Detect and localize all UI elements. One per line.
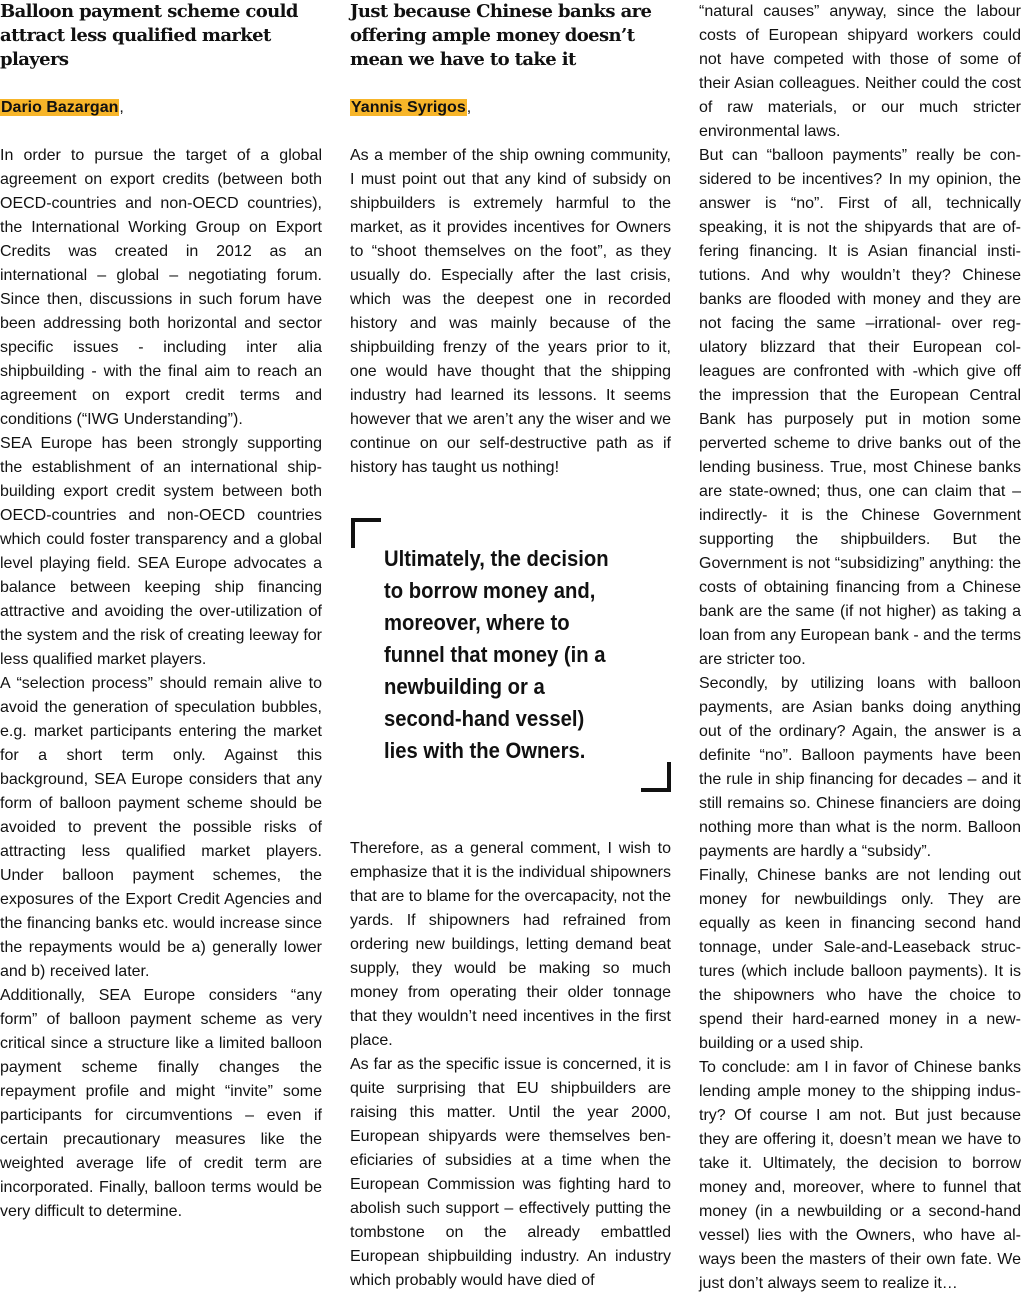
body-paragraph: “natural causes” anyway, since the labour costs of European shipyard workers could not have competed with those of some of their Asian colleagues. Neither could the cost of raw materials, or our much stricter environmental laws. [699,3,1021,140]
body-paragraph: To conclude: am I in favor of Chinese banks lending ample money to the shipping industry? Of course I am not. But just because they are offering it, doesn’t mean we have to take it. Ultimately, the decision to borrow money and, moreover, where to funnel that money (in a newbuilding or a second-hand vessel) lies with the Owners, who have always been the masters of their own fate. We just don’t always seem to realize it… [699,1059,1021,1292]
body-paragraph: Secondly, by utilizing loans with balloon payments, are Asian banks doing anything out of the ordinary? Again, the answer is a definite “no”. Balloon payments have been the rule in ship financing for decades – and it still remains so. Chinese financiers are doing nothing more than what is the norm. Balloon payments are hardly a “subsidy”. [699,675,1021,860]
article-syrigos-continued [699,0,1021,1296]
pull-quote [351,518,671,792]
body-paragraph: A “selection process” should remain alive to avoid the generation of speculation bubbles, e.g. market participants entering the market for a short term only. Against this background, SEA Europe considers that any form of balloon payment scheme should be avoided to prevent the possible risks of attracting less qualified market players. Under balloon payment schemes, the exposures of the Export Credit Agencies and the financing banks etc. would increase since the repayments would be a) generally lower and b) received later. [0,675,322,980]
body-paragraph: Additionally, SEA Europe considers “any form” of balloon payment scheme as very critical since a structure like a limited balloon payment scheme finally changes the repayment profile and might “invite” some participants for circumventions – even if certain precautionary measures like the weighted average life of credit term are incorporated. Finally, balloon terms would be very difficult to determine. [0,987,322,1220]
body-paragraph: SEA Europe has been strongly supporting the establishment of an international shipbuilding export credit system between both OECD-countries and non-OECD countries which could foster transparency and a global level playing field. SEA Europe advocates a balance between keeping ship financing attractive and avoiding the over-utilization of the system and the risk of creating leeway for less qualified market players. [0,435,322,668]
article-bazargan [0,0,322,1224]
pull-quote-text: Ultimately, the decision to borrow money and, moreover, where to funnel that money (in a newbuilding or a second-hand vessel) lies with the Owners. [384,546,609,763]
author-suffix: , [466,99,472,116]
article-headline: Just because Chinese banks are offering ample money doesn’t mean we have to take it [350,1,652,70]
author-suffix: , [119,99,124,116]
quote-bracket-close [641,762,671,792]
body-paragraph: But can “balloon payments” really be considered to be incentives? In my opinion, the answer is “no”. First of all, technically speaking, it is not the shipyards that are offering financing. It is Asian financial institutions. And why wouldn’t they? Chinese banks are flooded with money and they are not facing the same –irrational- over regulatory blizzard that their European colleagues are confronted with -which give off the impression that the European Central Bank has purposely put in motion some perverted scheme to drive banks out of the lending business. True, most Chinese banks are state-owned; thus, one can claim that –indirectly- it is the Chinese Government supporting the shipbuilders. But the Government is not “subsidizing” anything: the costs of obtaining financing from a Chinese bank are the same (if not higher) as taking a loan from any European bank - and the terms are stricter too. [699,147,1021,668]
author-byline [0,96,322,120]
body-paragraph: In order to pursue the target of a global agreement on export credits (between both OECD-countries and non-OECD countries), the International Working Group on Export Credits was created in 2012 as an international – global – negotiating forum. Since then, discussions in such forum have been addressing both horizontal and sector specific issues - including inter alia shipbuilding - with the final aim to reach an agreement on export credit terms and conditions (“IWG Understanding”). [0,147,322,428]
body-paragraph: Finally, Chinese banks are not lending out money for newbuildings only. They are equally as keen in financing second hand tonnage, under Sale-and-Leaseback structures (which include balloon payments). It is the shipowners who have the choice to spend their hard-earned money in a newbuilding or a used ship. [699,867,1021,1052]
body-paragraph: Therefore, as a general comment, I wish to emphasize that it is the individual shipowners that are to blame for the overcapacity, not the yards. If shipowners had refrained from ordering new buildings, letting demand beat supply, they would be making so much money from operating their older tonnage that they wouldn’t need incentives in the first place. [350,840,671,1049]
article-headline: Balloon payment scheme could attract less qualified market players [0,1,298,70]
body-paragraph: As a member of the ship owning community, I must point out that any kind of subsidy on shipbuilders is extremely harmful to the market, as it provides incentives for Owners to “shoot themselves on the foot”, as they usually do. Especially after the last crisis, which was the deepest one in recorded history and was mainly because of the shipbuilding frenzy of the years prior to it, one would have thought that the shipping industry had learned its lessons. It seems however that we aren’t any the wiser and we continue on our self-destructive path as if history has taught us nothing! [350,147,671,476]
author-name: Yannis Syrigos [351,99,466,116]
author-byline [350,96,671,120]
author-name: Dario Bazargan [1,99,119,116]
body-paragraph: As far as the specific issue is concerned, it is quite surprising that EU shipbuilders are raising this matter. Until the year 2000, European shipyards were themselves beneficiaries of subsidies at a time when the European Commission was fighting hard to abolish such support – effectively putting the tombstone on the already embattled European shipbuilding industry. An industry which probably would have died of [350,1056,671,1289]
quote-bracket-open [351,518,381,548]
